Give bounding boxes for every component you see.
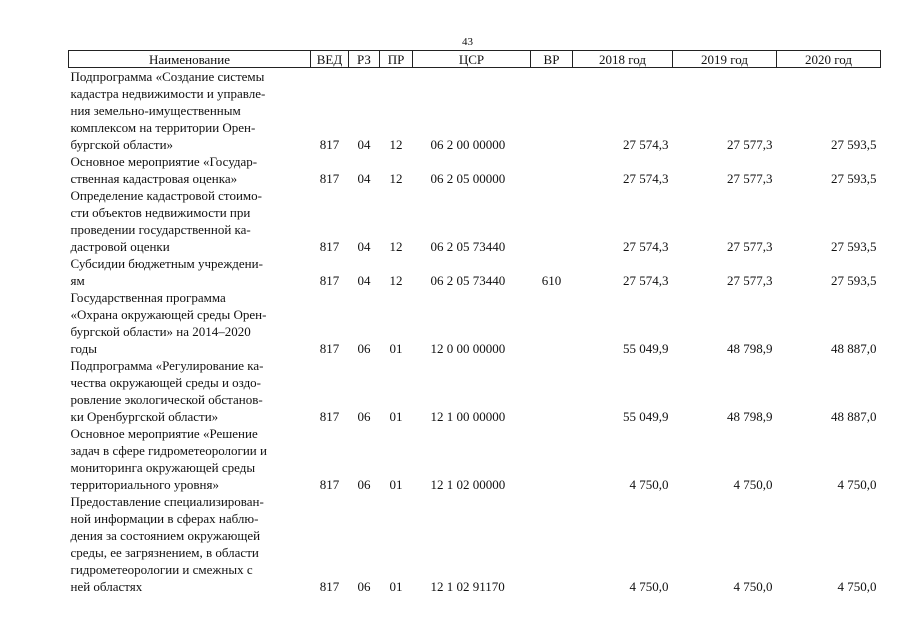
table-row bbox=[69, 255, 881, 289]
cell-2019: 27 577,3 bbox=[727, 171, 773, 186]
row-name bbox=[69, 255, 311, 289]
cell-2020: 27 593,5 bbox=[831, 171, 877, 186]
cell-2020: 27 593,5 bbox=[831, 137, 877, 152]
row-name bbox=[69, 425, 311, 493]
row-name bbox=[69, 493, 311, 595]
cell-2018: 27 574,3 bbox=[623, 171, 669, 186]
cell-2018: 55 049,9 bbox=[623, 341, 669, 356]
cell-ved: 817 bbox=[319, 137, 340, 152]
row-name-line: Предоставление специализирован- bbox=[70, 494, 264, 509]
header-csr: ЦСР bbox=[413, 51, 531, 68]
cell-csr: 12 1 02 91170 bbox=[430, 579, 505, 594]
header-ved: ВЕД bbox=[311, 51, 349, 68]
cell-vr bbox=[531, 493, 573, 595]
cell-rz: 06 bbox=[357, 409, 371, 424]
row-name-line: Основное мероприятие «Решение bbox=[70, 426, 258, 441]
cell-pr: 01 bbox=[389, 579, 403, 594]
row-name-line: ровление экологической обстанов- bbox=[70, 392, 263, 407]
cell-rz: 06 bbox=[357, 341, 371, 356]
row-name-line: дения за состоянием окружающей bbox=[70, 528, 261, 543]
cell-2019: 27 577,3 bbox=[727, 137, 773, 152]
row-name-line: Определение кадастровой стоимо- bbox=[70, 188, 262, 203]
cell-csr: 06 2 00 00000 bbox=[430, 137, 506, 152]
row-name-line: сти объектов недвижимости при bbox=[70, 205, 251, 220]
row-name-line: Подпрограмма «Создание системы bbox=[70, 69, 265, 84]
cell-pr: 12 bbox=[389, 273, 403, 288]
cell-pr: 01 bbox=[389, 477, 403, 492]
cell-vr bbox=[531, 425, 573, 493]
cell-2018: 4 750,0 bbox=[629, 579, 669, 594]
cell-2020: 4 750,0 bbox=[837, 579, 877, 594]
cell-csr: 12 1 00 00000 bbox=[430, 409, 506, 424]
cell-ved: 817 bbox=[319, 409, 340, 424]
cell-2019: 4 750,0 bbox=[733, 477, 773, 492]
table-row bbox=[69, 153, 881, 187]
cell-ved: 817 bbox=[319, 477, 340, 492]
header-name: Наименование bbox=[69, 51, 311, 68]
cell-pr: 01 bbox=[389, 409, 403, 424]
page-number: 43 bbox=[462, 36, 473, 48]
cell-ved: 817 bbox=[319, 171, 340, 186]
cell-2020: 48 887,0 bbox=[831, 409, 877, 424]
cell-2018: 27 574,3 bbox=[623, 239, 669, 254]
cell-2018: 55 049,9 bbox=[623, 409, 669, 424]
cell-rz: 06 bbox=[357, 579, 371, 594]
cell-rz: 04 bbox=[357, 137, 371, 152]
row-name-line: ки Оренбургской области» bbox=[70, 409, 219, 424]
cell-vr: 610 bbox=[541, 273, 562, 288]
row-name-line: среды, ее загрязнением, в области bbox=[70, 545, 259, 560]
row-name bbox=[69, 289, 311, 357]
cell-2018: 27 574,3 bbox=[623, 137, 669, 152]
header-pr: ПР bbox=[380, 51, 413, 68]
cell-2020: 48 887,0 bbox=[831, 341, 877, 356]
cell-2019: 48 798,9 bbox=[727, 341, 773, 356]
row-name bbox=[69, 187, 311, 255]
row-name-line: территориального уровня» bbox=[70, 477, 219, 492]
header-2020: 2020 год bbox=[777, 51, 881, 68]
cell-2018: 27 574,3 bbox=[623, 273, 669, 288]
cell-ved: 817 bbox=[319, 579, 340, 594]
cell-2019: 4 750,0 bbox=[733, 579, 773, 594]
row-name-line: кадастра недвижимости и управле- bbox=[70, 86, 266, 101]
row-name-line: задач в сфере гидрометеорологии и bbox=[70, 443, 267, 458]
row-name-line: ней областях bbox=[70, 579, 143, 594]
header-vr: ВР bbox=[531, 51, 573, 68]
row-name-line: дастровой оценки bbox=[70, 239, 170, 254]
table-row bbox=[69, 187, 881, 255]
cell-vr bbox=[531, 153, 573, 187]
header-2019: 2019 год bbox=[673, 51, 777, 68]
cell-csr: 06 2 05 73440 bbox=[430, 239, 506, 254]
cell-2019: 48 798,9 bbox=[727, 409, 773, 424]
cell-csr: 12 1 02 00000 bbox=[430, 477, 506, 492]
cell-rz: 06 bbox=[357, 477, 371, 492]
cell-vr bbox=[531, 187, 573, 255]
cell-ved: 817 bbox=[319, 341, 340, 356]
table-row bbox=[69, 68, 881, 154]
row-name-line: ной информации в сферах наблю- bbox=[70, 511, 259, 526]
row-name-line: ственная кадастровая оценка» bbox=[70, 171, 238, 186]
table-row bbox=[69, 289, 881, 357]
cell-rz: 04 bbox=[357, 239, 371, 254]
row-name-line: Государственная программа bbox=[70, 290, 226, 305]
row-name-line: Основное мероприятие «Государ- bbox=[70, 154, 258, 169]
table-header-row bbox=[69, 51, 881, 68]
cell-2018: 4 750,0 bbox=[629, 477, 669, 492]
row-name-line: проведении государственной ка- bbox=[70, 222, 251, 237]
cell-pr: 01 bbox=[389, 341, 403, 356]
cell-2020: 27 593,5 bbox=[831, 273, 877, 288]
header-rz: РЗ bbox=[349, 51, 380, 68]
row-name bbox=[69, 153, 311, 187]
row-name-line: чества окружающей среды и оздо- bbox=[70, 375, 262, 390]
budget-table bbox=[68, 50, 881, 595]
row-name-line: бургской области» на 2014–2020 bbox=[70, 324, 251, 339]
cell-csr: 12 0 00 00000 bbox=[430, 341, 506, 356]
cell-2020: 4 750,0 bbox=[837, 477, 877, 492]
cell-rz: 04 bbox=[357, 171, 371, 186]
row-name-line: мониторинга окружающей среды bbox=[70, 460, 256, 475]
row-name-line: Субсидии бюджетным учреждени- bbox=[70, 256, 263, 271]
table-row bbox=[69, 425, 881, 493]
cell-pr: 12 bbox=[389, 171, 403, 186]
cell-rz: 04 bbox=[357, 273, 371, 288]
header-2018: 2018 год bbox=[573, 51, 673, 68]
cell-2020: 27 593,5 bbox=[831, 239, 877, 254]
cell-2019: 27 577,3 bbox=[727, 239, 773, 254]
table-row bbox=[69, 357, 881, 425]
row-name-line: бургской области» bbox=[70, 137, 174, 152]
row-name-line: ния земельно-имущественным bbox=[70, 103, 241, 118]
row-name-line: гидрометеорологии и смежных с bbox=[70, 562, 253, 577]
row-name-line: Подпрограмма «Регулирование ка- bbox=[70, 358, 264, 373]
row-name-line: годы bbox=[70, 341, 97, 356]
cell-ved: 817 bbox=[319, 239, 340, 254]
cell-csr: 06 2 05 73440 bbox=[430, 273, 506, 288]
cell-2019: 27 577,3 bbox=[727, 273, 773, 288]
row-name-line: ям bbox=[70, 273, 85, 288]
cell-pr: 12 bbox=[389, 239, 403, 254]
cell-vr bbox=[531, 289, 573, 357]
cell-vr bbox=[531, 357, 573, 425]
cell-csr: 06 2 05 00000 bbox=[430, 171, 506, 186]
cell-vr bbox=[531, 68, 573, 154]
row-name bbox=[69, 357, 311, 425]
row-name-line: комплексом на территории Орен- bbox=[70, 120, 256, 135]
cell-ved: 817 bbox=[319, 273, 340, 288]
cell-pr: 12 bbox=[389, 137, 403, 152]
row-name-line: «Охрана окружающей среды Орен- bbox=[70, 307, 267, 322]
row-name bbox=[69, 68, 311, 154]
table-row bbox=[69, 493, 881, 595]
